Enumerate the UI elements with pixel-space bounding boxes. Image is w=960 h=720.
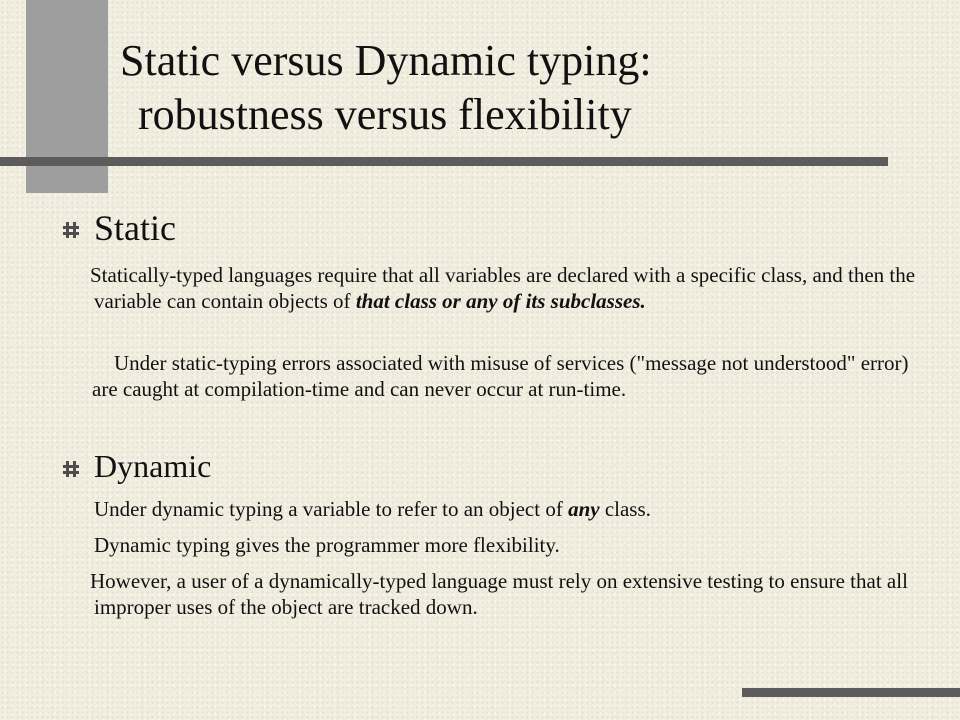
static-paragraph-1-lead: Statically-typed languages require that all variables are declared with a specific class, and then the variable can contain objects of [90,263,916,313]
static-paragraph-2-text: Under static-typing errors associated with misuse of services ("message not understood" error) are caught at compilation-time and can never occur at run-time. [92,351,909,401]
slide-title [120,34,900,142]
hash-bullet-icon [62,221,80,239]
dynamic-paragraph-3 [90,568,916,620]
static-paragraph-1-emphasis: that class or any of its subclasses. [355,289,646,313]
static-paragraph-2 [92,350,918,402]
section-heading-static: Static [94,208,176,248]
dynamic-paragraph-2 [94,532,920,558]
static-paragraph-1-body [90,262,916,314]
dynamic-paragraph-2-text: Dynamic typing gives the programmer more flexibility. [94,533,560,557]
slide-title-line-1: Static versus Dynamic typing: [120,36,652,85]
dynamic-paragraph-1-emphasis: any [568,497,600,521]
dynamic-paragraph-1-lead: Under dynamic typing a variable to refer to an object of [94,497,569,521]
bottom-right-bar [742,688,960,697]
section-heading-dynamic: Dynamic [94,448,212,484]
slide-title-line-2: robustness versus flexibility [138,90,632,139]
title-underline-bar [0,157,888,166]
dynamic-paragraph-3-text: However, a user of a dynamically-typed language must rely on extensive testing to ensure that all improper uses of the object are tracked down. [90,569,908,619]
dynamic-paragraph-1-tail: class. [599,497,651,521]
hash-bullet-icon [62,460,80,478]
dynamic-paragraph-1 [94,496,920,522]
